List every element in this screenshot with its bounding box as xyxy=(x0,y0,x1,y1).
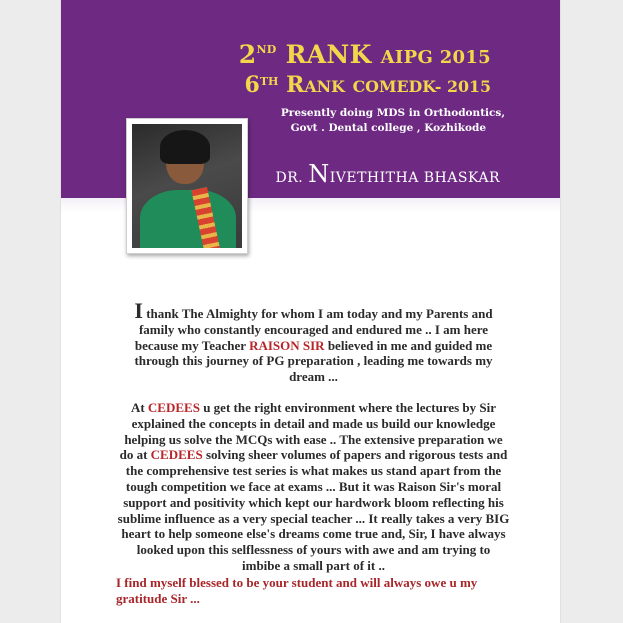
paragraph-closing: I find myself blessed to be your student and will always owe u my gratitude Sir ... xyxy=(116,575,478,606)
name-rest: IVETHITHA BHASKAR xyxy=(329,170,500,186)
rank-line-comedk xyxy=(61,72,560,98)
portrait-hair xyxy=(160,130,210,164)
subtitle-line-1: Presently doing MDS in Orthodontics, xyxy=(280,107,505,119)
testimonial-page xyxy=(61,0,560,623)
rank2-number: 6 xyxy=(244,72,260,98)
p2-text-b: u get the right environment where the lectures by Sir explained the concepts in detail and made us build our knowledge helping us solve the MCQs with ease .. The extensive preparation we do at xyxy=(119,400,503,463)
subtitle-line-2: Govt . Dental college , Kozhikode xyxy=(290,122,486,134)
rank1-number: 2 xyxy=(238,40,257,69)
rank1-suffix: ND xyxy=(256,43,277,56)
portrait-frame xyxy=(126,118,248,254)
teacher-name: RAISON SIR xyxy=(249,337,325,353)
p1-text-b: believed in me and guided me through this journey of PG preparation , leading me towards my dream ... xyxy=(134,337,493,385)
p1-text-a: thank The Almighty for whom I am today and my Parents and family who constantly encouraged and endured me .. I am here because my Teacher xyxy=(134,306,493,353)
rank2-word-rest: ANK xyxy=(304,77,345,96)
portrait-clothing xyxy=(140,190,236,248)
name-initial: N xyxy=(308,160,330,188)
paragraph-cedees xyxy=(116,400,511,574)
rank2-suffix: TH xyxy=(259,75,279,88)
brand-name-1: CEDEES xyxy=(147,400,200,415)
drop-cap: I xyxy=(134,298,143,323)
rank-line-aipg xyxy=(61,40,560,69)
brand-name-2: CEDEES xyxy=(150,447,203,463)
p2-text-a: At xyxy=(130,400,148,415)
paragraph-thanks xyxy=(116,298,511,385)
person-name xyxy=(276,160,500,188)
name-title: DR. xyxy=(275,170,304,186)
rank1-word: RANK xyxy=(285,40,372,69)
p2-text-c: solving sheer volumes of papers and rigorous tests and the comprehensive test series is what makes us stand apart from the tough competition we face at exams ... But it was Raison Sir's moral support and positivity which kept our hardwork bloom reflecting his sublime influence as a very special teacher ... It really takes a very BIG heart to help someone else's dreams come true and, Sir, I have always looked upon this selflessness of yours with awe and am trying to imbibe a small part of it .. xyxy=(117,447,510,573)
portrait-photo xyxy=(132,124,242,248)
rank1-exam: AIPG 2015 xyxy=(380,47,491,68)
rank2-exam: COMEDK- 2015 xyxy=(352,77,491,96)
rank2-word-initial: R xyxy=(286,72,305,98)
